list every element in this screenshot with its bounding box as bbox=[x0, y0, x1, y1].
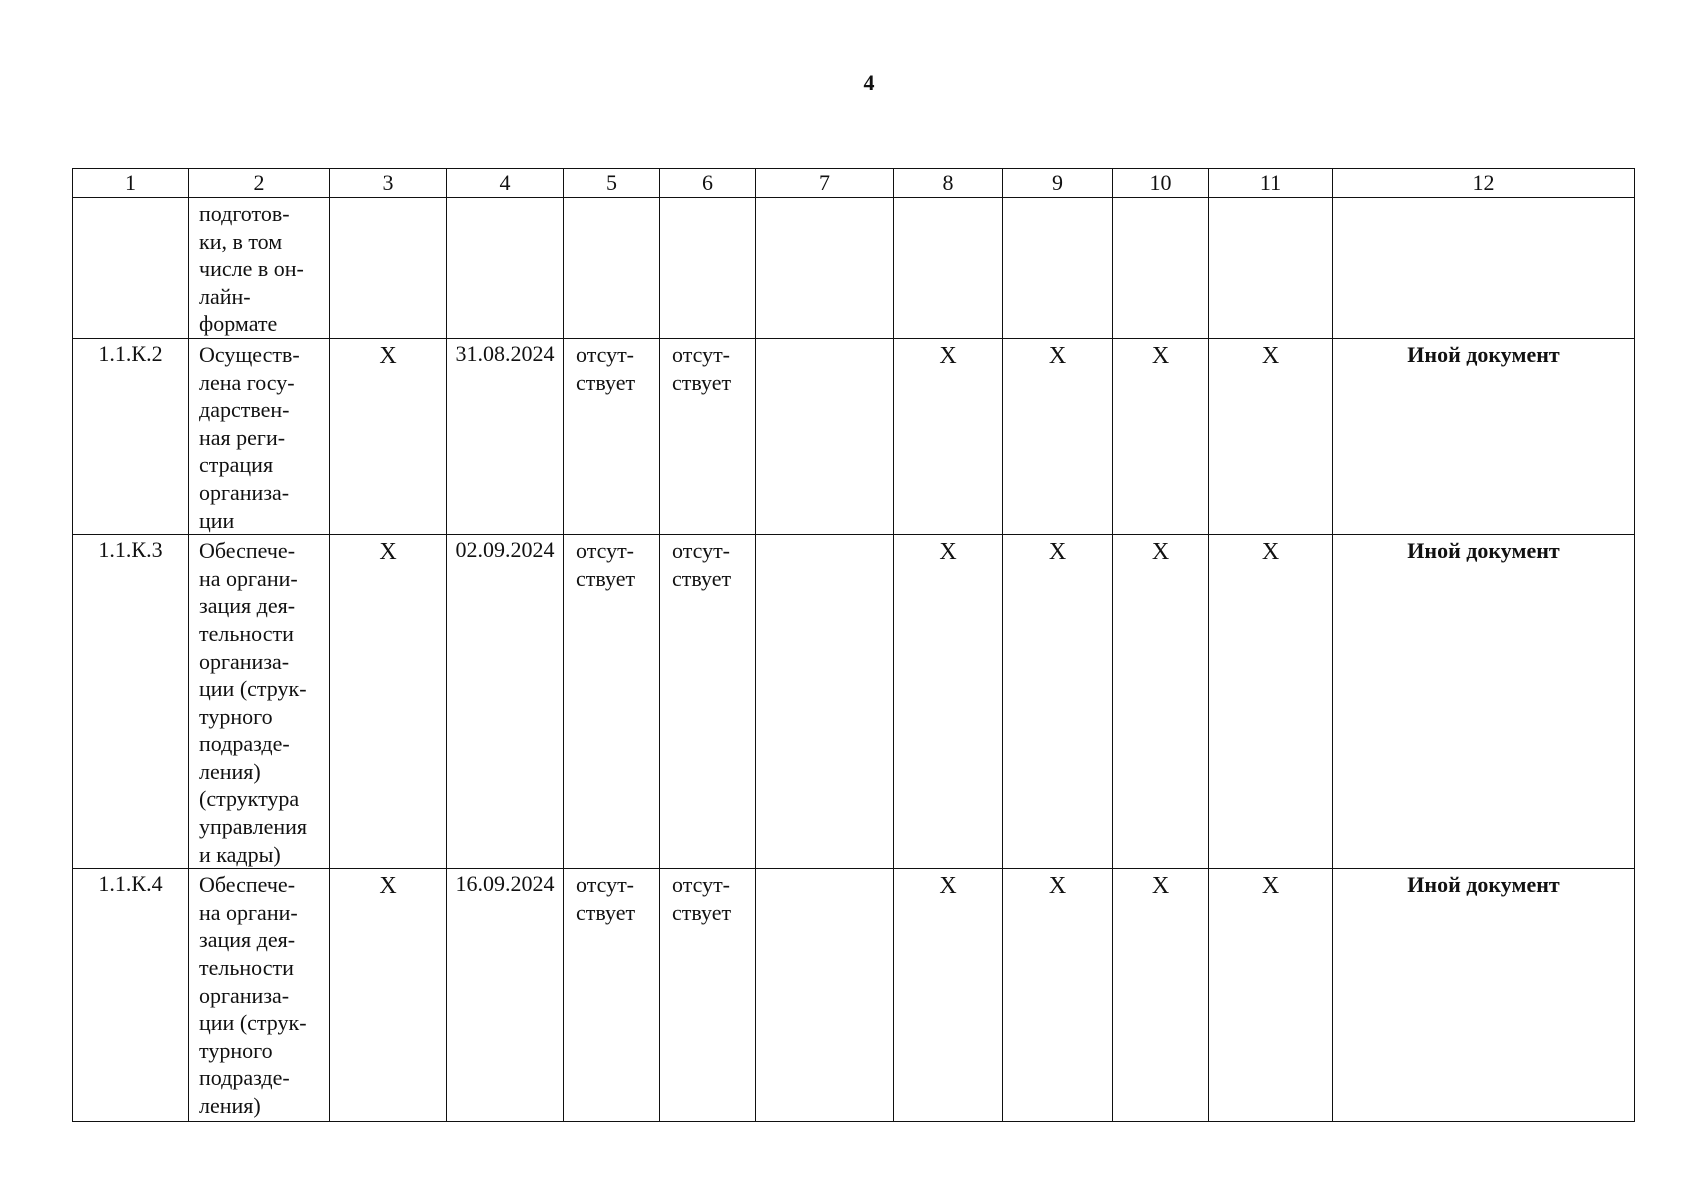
description-line: турного bbox=[199, 703, 273, 729]
description-line: на органи- bbox=[199, 899, 298, 925]
description-line: Осуществ- bbox=[199, 341, 300, 367]
cell-col3 bbox=[330, 198, 447, 339]
cell-col11: X bbox=[1209, 535, 1333, 869]
cell-date: 16.09.2024 bbox=[447, 869, 564, 1122]
description-line: тельности bbox=[199, 620, 294, 646]
cell-document-type bbox=[1333, 198, 1635, 339]
description-line: организа- bbox=[199, 982, 290, 1008]
description-line: ная реги- bbox=[199, 424, 286, 450]
row-description bbox=[189, 869, 330, 1122]
description-line: Обеспече- bbox=[199, 538, 296, 564]
row-description bbox=[189, 198, 330, 339]
description-line: тельности bbox=[199, 955, 294, 981]
column-header: 1 bbox=[73, 169, 189, 198]
description-line: лайн- bbox=[199, 283, 251, 309]
description-line: подразде- bbox=[199, 731, 290, 757]
description-line: ции (струк- bbox=[199, 676, 307, 702]
column-header: 9 bbox=[1003, 169, 1113, 198]
cell-col3: X bbox=[330, 869, 447, 1122]
document-table bbox=[72, 168, 1635, 1122]
cell-col8: X bbox=[894, 869, 1003, 1122]
description-line: зация дея- bbox=[199, 593, 296, 619]
absent-text: отсут- bbox=[576, 872, 635, 898]
column-header: 6 bbox=[660, 169, 756, 198]
cell-col7 bbox=[756, 869, 894, 1122]
column-header: 12 bbox=[1333, 169, 1635, 198]
cell-col5 bbox=[564, 338, 660, 534]
description-line: ления) bbox=[199, 1093, 261, 1118]
row-id: 1.1.К.3 bbox=[73, 535, 189, 869]
column-number-header bbox=[73, 169, 1635, 198]
cell-col8: X bbox=[894, 535, 1003, 869]
absent-text: ствует bbox=[576, 369, 636, 395]
description-line: ции bbox=[199, 507, 235, 533]
description-line: страция bbox=[199, 452, 274, 478]
description-line: зация дея- bbox=[199, 927, 296, 953]
absent-text: ствует bbox=[672, 566, 732, 592]
row-description bbox=[189, 535, 330, 869]
description-line: числе в он- bbox=[199, 256, 304, 282]
table-row bbox=[73, 535, 1635, 869]
cell-col6 bbox=[660, 198, 756, 339]
page-number: 4 bbox=[863, 70, 875, 95]
description-line: управления bbox=[199, 814, 308, 840]
column-header: 2 bbox=[189, 169, 330, 198]
cell-col3: X bbox=[330, 535, 447, 869]
cell-col9: X bbox=[1003, 535, 1113, 869]
column-header: 8 bbox=[894, 169, 1003, 198]
cell-col5 bbox=[564, 198, 660, 339]
absent-text: отсут- bbox=[672, 341, 731, 367]
description-line: Обеспече- bbox=[199, 872, 296, 898]
cell-document-type: Иной документ bbox=[1333, 869, 1635, 1122]
absent-text: ствует bbox=[576, 900, 636, 926]
column-header: 5 bbox=[564, 169, 660, 198]
cell-col9 bbox=[1003, 198, 1113, 339]
cell-col11: X bbox=[1209, 338, 1333, 534]
table-row bbox=[73, 869, 1635, 1122]
column-header: 3 bbox=[330, 169, 447, 198]
absent-text: отсут- bbox=[576, 341, 635, 367]
description-line: подразде- bbox=[199, 1065, 290, 1091]
description-line: дарствен- bbox=[199, 397, 290, 423]
description-line: организа- bbox=[199, 648, 290, 674]
cell-col7 bbox=[756, 535, 894, 869]
description-line: (структура bbox=[199, 786, 300, 812]
column-header: 10 bbox=[1113, 169, 1209, 198]
description-line: организа- bbox=[199, 479, 290, 505]
description-line: ки, в том bbox=[199, 228, 283, 254]
table-row bbox=[73, 338, 1635, 534]
description-line: лена госу- bbox=[199, 369, 295, 395]
cell-document-type: Иной документ bbox=[1333, 338, 1635, 534]
cell-col7 bbox=[756, 338, 894, 534]
description-line: ции (струк- bbox=[199, 1010, 307, 1036]
cell-date bbox=[447, 198, 564, 339]
absent-text: ствует bbox=[672, 369, 732, 395]
absent-text: отсут- bbox=[672, 872, 731, 898]
cell-col10: X bbox=[1113, 338, 1209, 534]
column-header: 11 bbox=[1209, 169, 1333, 198]
absent-text: ствует bbox=[576, 566, 636, 592]
cell-col7 bbox=[756, 198, 894, 339]
cell-col6 bbox=[660, 338, 756, 534]
cell-col8 bbox=[894, 198, 1003, 339]
cell-col9: X bbox=[1003, 338, 1113, 534]
table-row bbox=[73, 198, 1635, 339]
absent-text: ствует bbox=[672, 900, 732, 926]
cell-document-type: Иной документ bbox=[1333, 535, 1635, 869]
description-line: на органи- bbox=[199, 565, 298, 591]
description-line: формате bbox=[199, 311, 278, 337]
cell-col10: X bbox=[1113, 535, 1209, 869]
cell-date: 02.09.2024 bbox=[447, 535, 564, 869]
cell-date: 31.08.2024 bbox=[447, 338, 564, 534]
description-line: турного bbox=[199, 1037, 273, 1063]
cell-col5 bbox=[564, 869, 660, 1122]
row-id bbox=[73, 198, 189, 339]
cell-col11: X bbox=[1209, 869, 1333, 1122]
cell-col10: X bbox=[1113, 869, 1209, 1122]
column-header: 7 bbox=[756, 169, 894, 198]
cell-col10 bbox=[1113, 198, 1209, 339]
cell-col6 bbox=[660, 535, 756, 869]
row-id: 1.1.К.4 bbox=[73, 869, 189, 1122]
column-header: 4 bbox=[447, 169, 564, 198]
absent-text: отсут- bbox=[576, 538, 635, 564]
cell-col5 bbox=[564, 535, 660, 869]
row-description bbox=[189, 338, 330, 534]
cell-col6 bbox=[660, 869, 756, 1122]
description-line: и кадры) bbox=[199, 841, 281, 867]
cell-col11 bbox=[1209, 198, 1333, 339]
cell-col8: X bbox=[894, 338, 1003, 534]
description-line: ления) bbox=[199, 758, 261, 784]
cell-col3: X bbox=[330, 338, 447, 534]
row-id: 1.1.К.2 bbox=[73, 338, 189, 534]
cell-col9: X bbox=[1003, 869, 1113, 1122]
description-line: подготов- bbox=[199, 201, 290, 226]
absent-text: отсут- bbox=[672, 538, 731, 564]
